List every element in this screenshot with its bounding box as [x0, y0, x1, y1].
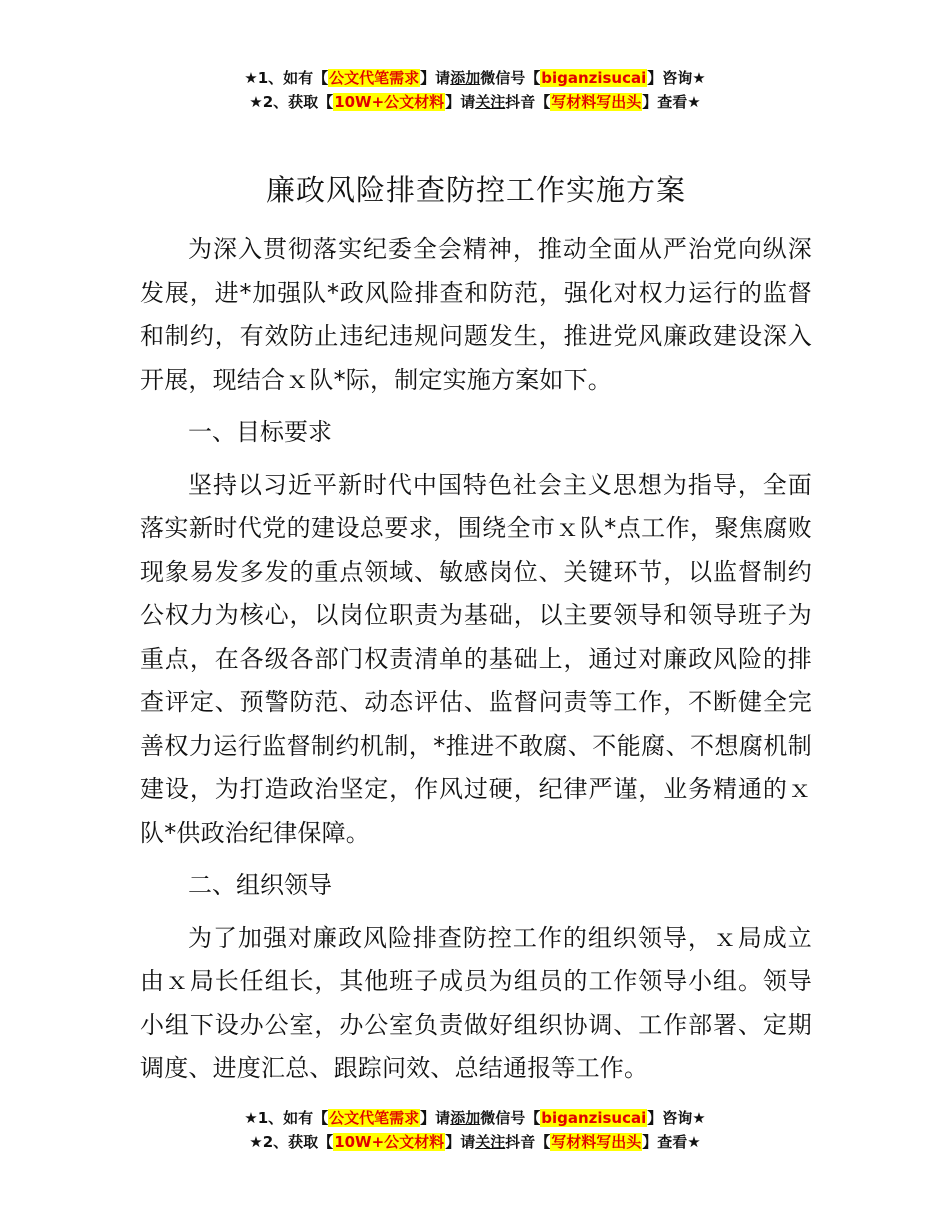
- intro-paragraph: 为深入贯彻落实纪委全会精神，推动全面从严治党向纵深发展，进*加强队*政风险排查和防范，强化对权力运行的监督和制约，有效防止违纪违规问题发生，推进党风廉政建设深入开展，现结合ｘ队*际，制定实施方案如下。: [140, 235, 812, 394]
- banner-text: 】请: [445, 93, 476, 111]
- section-body-goals: 坚持以习近平新时代中国特色社会主义思想为指导，全面落实新时代党的建设总要求，围绕全市ｘ队*点工作，聚焦腐败现象易发多发的重点领域、敏感岗位、关键环节，以监督制约公权力为核心，以岗位职责为基础，以主要领导和领导班子为重点，在各级各部门权责清单的基础上，通过对廉政风险的排查评定、预警防范、动态评估、监督问责等工作，不断健全完善权力运行监督制约机制，*推进不敢腐、不能腐、不想腐机制建设，为打造政治坚定，作风过硬，纪律严谨，业务精通的ｘ队*供政治纪律保障。: [140, 470, 812, 847]
- banner-highlight: 公文代笔需求: [329, 1109, 420, 1127]
- banner-text: 】查看★: [642, 93, 701, 111]
- banner-text: 】请: [420, 1109, 451, 1127]
- section-heading-organization: 二、组织领导: [188, 871, 332, 899]
- document-body: [140, 166, 812, 1100]
- banner-line-1: [0, 1106, 950, 1130]
- banner-underlined-text: 添加: [450, 69, 481, 87]
- banner-line-2: [0, 1130, 950, 1154]
- banner-text: 】咨询★: [647, 69, 706, 87]
- banner-highlight: 10W+公文材料: [334, 1133, 445, 1151]
- banner-text: ★1、如有【: [244, 69, 329, 87]
- banner-text: 】请: [420, 69, 451, 87]
- banner-text: 】查看★: [642, 1133, 701, 1151]
- banner-underlined-text: 添加: [450, 1109, 481, 1127]
- banner-highlight: 公文代笔需求: [329, 69, 420, 87]
- banner-text: ★1、如有【: [244, 1109, 329, 1127]
- document-title: 廉政风险排查防控工作实施方案: [265, 173, 686, 207]
- banner-text: 】请: [445, 1133, 476, 1151]
- banner-text: 微信号【: [480, 69, 541, 87]
- banner-underlined-text: 关注: [475, 93, 506, 111]
- banner-line-1: [0, 66, 950, 90]
- banner-text: 抖音【: [505, 1133, 551, 1151]
- banner-highlight: 写材料写出头: [551, 1133, 642, 1151]
- banner-text: 】咨询★: [647, 1109, 706, 1127]
- footer-banner: [0, 1106, 950, 1154]
- banner-text: 抖音【: [505, 93, 551, 111]
- banner-underlined-text: 关注: [475, 1133, 506, 1151]
- header-banner: [0, 66, 950, 114]
- banner-highlight: 写材料写出头: [551, 93, 642, 111]
- banner-text: ★2、获取【: [249, 93, 334, 111]
- banner-text: 微信号【: [480, 1109, 541, 1127]
- section-body-organization: 为了加强对廉政风险排查防控工作的组织领导，ｘ局成立由ｘ局长任组长，其他班子成员为组员的工作领导小组。领导小组下设办公室，办公室负责做好组织协调、工作部署、定期调度、进度汇总、跟踪问效、总结通报等工作。: [140, 923, 812, 1082]
- banner-highlight: 10W+公文材料: [334, 93, 445, 111]
- banner-highlight: biganzisucai: [541, 1109, 647, 1127]
- banner-line-2: [0, 90, 950, 114]
- banner-highlight: biganzisucai: [541, 69, 647, 87]
- banner-text: ★2、获取【: [249, 1133, 334, 1151]
- section-heading-goals: 一、目标要求: [188, 418, 332, 446]
